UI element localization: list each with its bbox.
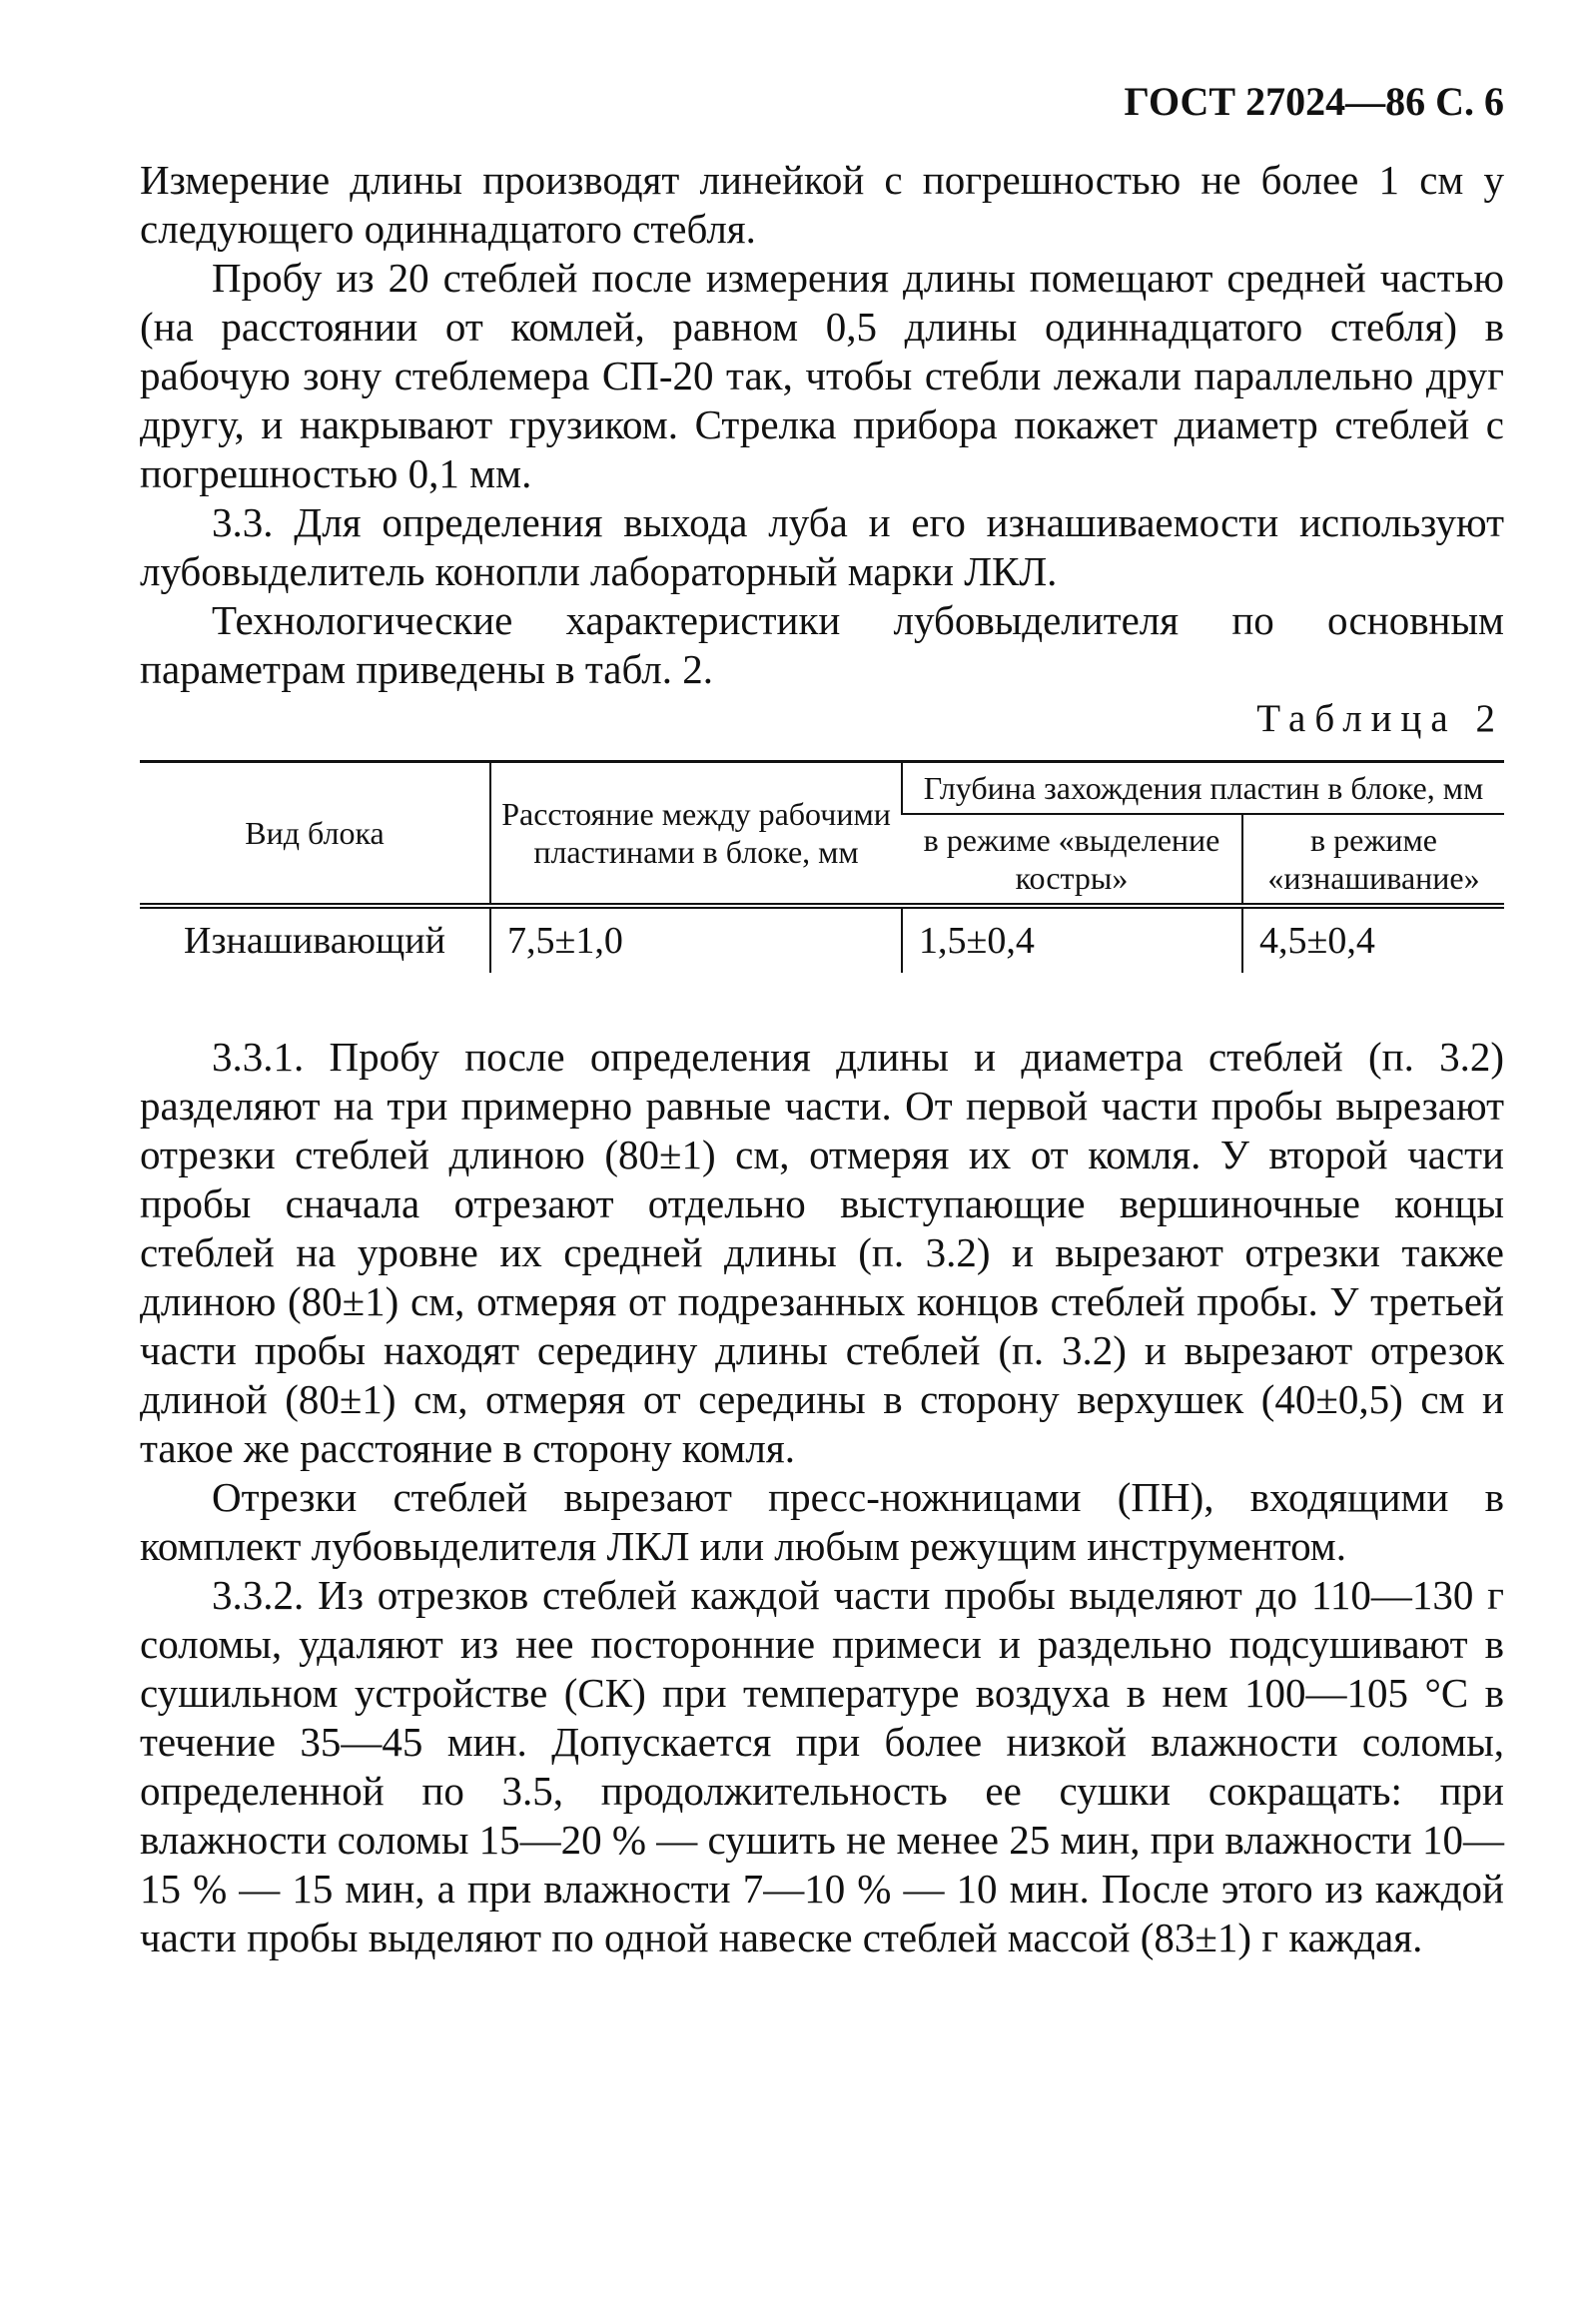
cell-depth-separation: 1,5±0,4 — [902, 906, 1242, 973]
spacer — [140, 973, 1504, 1033]
paragraph-section-3-3-2: 3.3.2. Из отрезков стеблей каждой части пробы выделяют до 110—130 г соломы, удаляют из нее посторонние примеси и раздельно подсушивают в сушильном устройстве (СК) при температуре воздуха в нем 100—105 °С в течение 35—45 мин. Допускается при более низкой влажности соломы, определенной по 3.5, продолжительность ее сушки сокращать: при влажности соломы 15—20 % — сушить не менее 25 мин, при влажности 10—15 % — 15 мин, а при влажности 7—10 % — 10 мин. После этого из каждой части пробы выделяют по одной навеске стеблей массой (83±1) г каждая. — [140, 1572, 1504, 1960]
document-page — [140, 80, 1504, 1962]
paragraph-tech-characteristics: Технологические характеристики лубовыделителя по основным параметрам приведены в табл. 2. — [140, 597, 1504, 692]
header-mode-separation: в режиме «выделение костры» — [902, 814, 1242, 906]
paragraph-section-3-3-1: 3.3.1. Пробу после определения длины и диаметра стеблей (п. 3.2) разделяют на три примерно равные части. От первой части пробы вырезают отрезки стеблей длиною (80±1) см, отмеряя их от комля. У второй части пробы сначала отрезают отдельно выступающие вершиночные концы стеблей на уровне их средней длины (п. 3.2) и вырезают отрезки также длиною (80±1) см, отмеряя от подрезанных концов стеблей пробы. У третьей части пробы находят середину длины стеблей (п. 3.2) и вырезают отрезок длиной (80±1) см, отмеряя от середины в сторону верхушек (40±0,5) см и такое же расстояние в сторону комля. — [140, 1034, 1504, 1471]
table-caption: Таблица 2 — [1256, 697, 1504, 740]
header-plate-depth-group: Глубина захождения пластин в блоке, мм — [902, 762, 1504, 815]
cell-plate-distance: 7,5±1,0 — [490, 906, 902, 973]
paragraph-sample-diameter: Пробу из 20 стеблей после измерения длины помещают средней частью (на расстоянии от комлей, равном 0,5 длины одиннадцатого стебля) в рабочую зону стеблемера СП-20 так, чтобы стебли лежали параллельно друг другу, и накрывают грузиком. Стрелка прибора покажет диаметр стеблей с погрешностью 0,1 мм. — [140, 255, 1504, 496]
cell-block-type: Изнашивающий — [184, 920, 445, 962]
paragraph-measurement-length: Измерение длины производят линейкой с погрешностью не более 1 см у следующего одиннадцатого стебля. — [140, 157, 1504, 252]
header-plate-distance: Расстояние между рабочими пластинами в блоке, мм — [490, 762, 902, 907]
table-row — [140, 906, 1504, 973]
page-header: ГОСТ 27024—86 С. 6 — [1124, 79, 1504, 124]
paragraph-section-3-3: 3.3. Для определения выхода луба и его изнашиваемости используют лубовыделитель конопли лабораторный марки ЛКЛ. — [140, 499, 1504, 594]
paragraph-cutting-tools: Отрезки стеблей вырезают пресс-ножницами (ПН), входящими в комплект лубовыделителя ЛКЛ или любым режущим инструментом. — [140, 1474, 1504, 1569]
header-mode-wear: в режиме «изнашивание» — [1242, 814, 1504, 906]
header-block-type: Вид блока — [140, 762, 490, 907]
cell-depth-wear: 4,5±0,4 — [1242, 906, 1504, 973]
spec-table — [140, 760, 1504, 973]
